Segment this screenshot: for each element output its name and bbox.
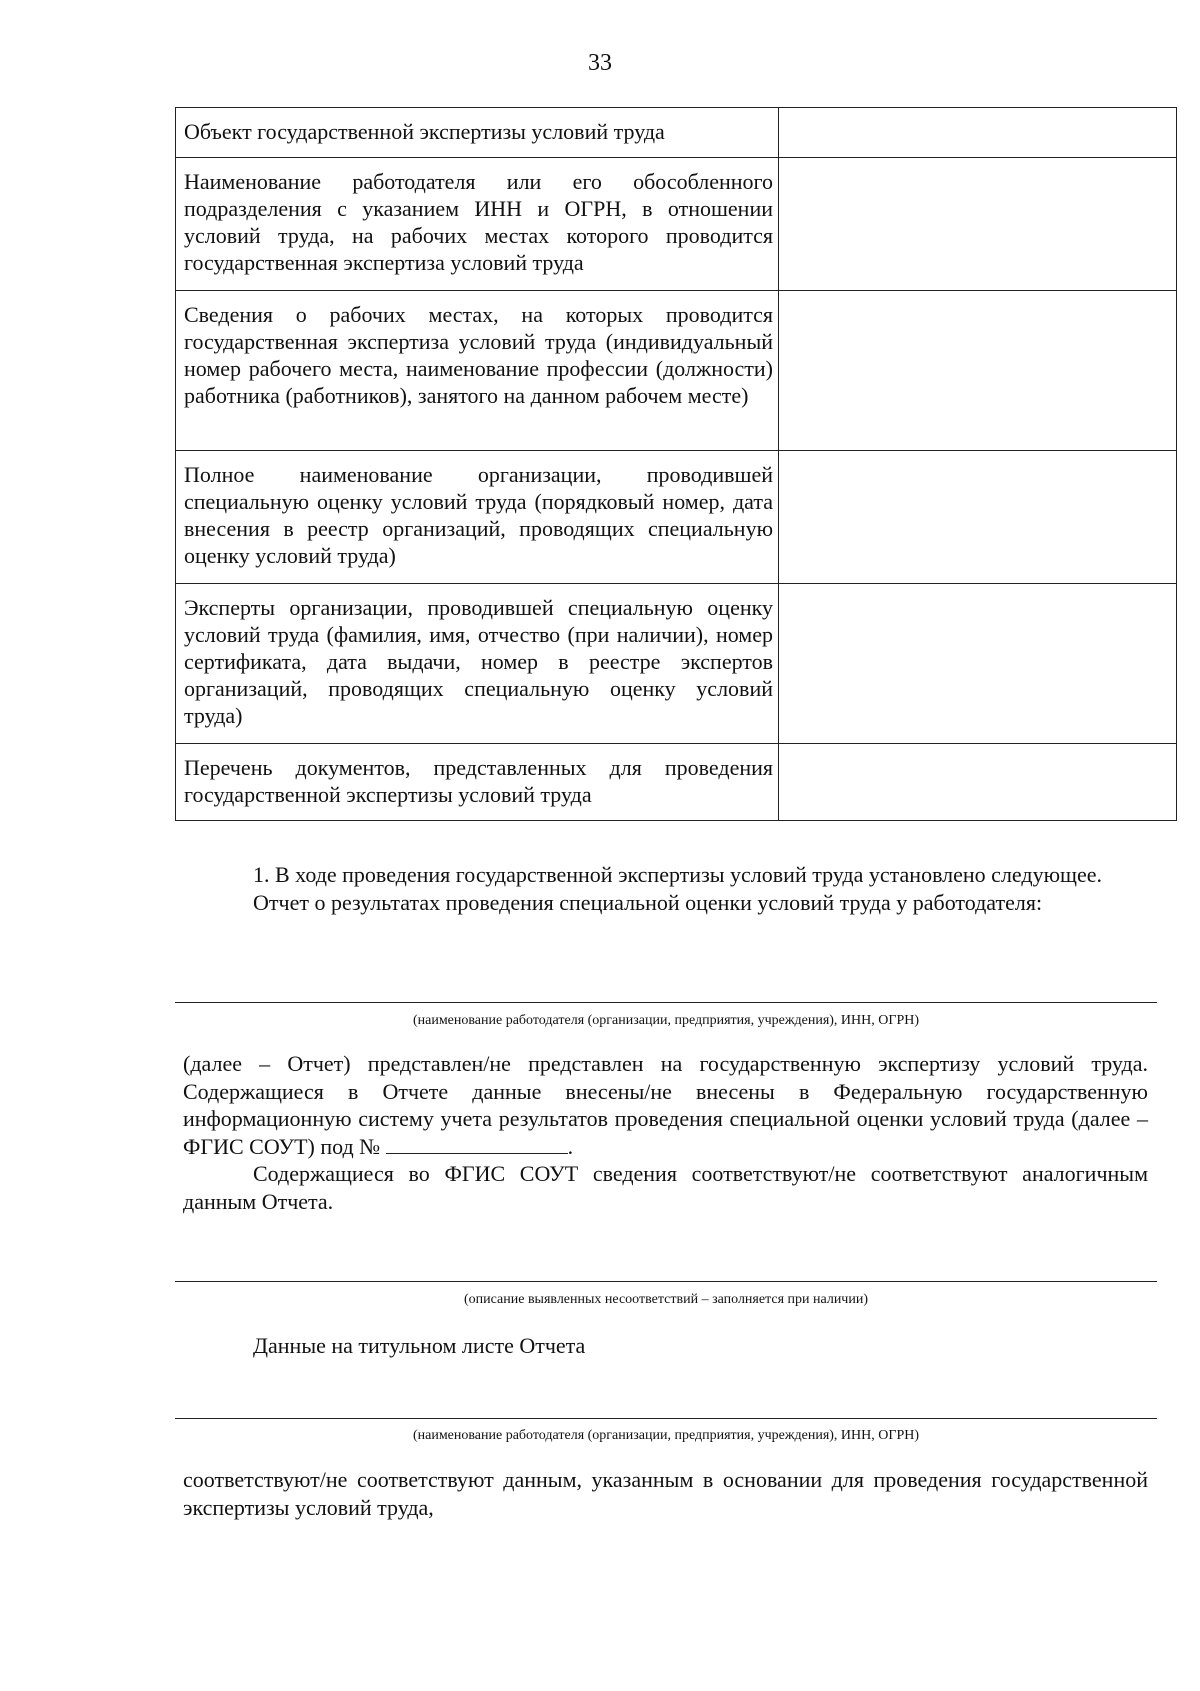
table-row xyxy=(176,291,1177,451)
table-row xyxy=(176,584,1177,744)
row-value-experts[interactable] xyxy=(779,584,1177,744)
table-row xyxy=(176,744,1177,821)
page-number: 33 xyxy=(588,50,612,76)
table-row xyxy=(176,108,1177,158)
employer-fill-line[interactable] xyxy=(175,1002,1157,1003)
title-page-heading: Данные на титульном листе Отчета xyxy=(253,1333,586,1358)
section-1 xyxy=(183,861,1148,916)
row-label-employer: Наименование работодателя или его обособленного подразделения с указанием ИНН и ОГРН, в отношении условий труда, на рабочих местах которого проводится государственная экспертиза условий труда xyxy=(176,158,779,291)
discrepancy-caption: (описание выявленных несоответствий – заполняется при наличии) xyxy=(464,1292,868,1307)
row-label-workplaces: Сведения о рабочих местах, на которых проводится государственная экспертиза условий труда (индивидуальный номер рабочего места, наименование профессии (должности) работника (работников), занятого на данном рабочем месте) xyxy=(176,291,779,451)
row-value-workplaces[interactable] xyxy=(779,291,1177,451)
row-label-documents: Перечень документов, представленных для проведения государственной экспертизы условий труда xyxy=(176,744,779,821)
fgis-correspondence-paragraph: Содержащиеся во ФГИС СОУТ сведения соответствуют/не соответствуют аналогичным данным Отчета. xyxy=(183,1161,1148,1214)
table-row xyxy=(176,451,1177,584)
report-status-end: . xyxy=(567,1133,574,1159)
fgis-number-field[interactable] xyxy=(386,1133,568,1154)
employer-caption: (наименование работодателя (организации, предприятия, учреждения), ИНН, ОГРН) xyxy=(412,1013,920,1028)
row-value-employer[interactable] xyxy=(779,158,1177,291)
section-1-intro: 1. В ходе проведения государственной экспертизы условий труда установлено следующее. xyxy=(253,862,1102,887)
row-label-object: Объект государственной экспертизы условий труда xyxy=(176,108,779,158)
title-employer-fill-line[interactable] xyxy=(175,1418,1157,1419)
row-value-object[interactable] xyxy=(779,108,1177,158)
row-label-organization: Полное наименование организации, проводившей специальную оценку условий труда (порядковый номер, дата внесения в реестр организаций, проводящих специальную оценку условий труда) xyxy=(176,451,779,584)
final-paragraph: соответствуют/не соответствуют данным, указанным в основании для проведения государственной экспертизы условий труда, xyxy=(183,1467,1148,1520)
report-status-block xyxy=(183,1050,1148,1215)
row-label-experts: Эксперты организации, проводившей специальную оценку условий труда (фамилия, имя, отчество (при наличии), номер сертификата, дата выдачи, номер в реестре экспертов организаций, проводящих специальную оценку условий труда) xyxy=(176,584,779,744)
report-status-paragraph xyxy=(183,1050,1148,1160)
expertise-form-table xyxy=(175,107,1177,821)
row-value-documents[interactable] xyxy=(779,744,1177,821)
table-row xyxy=(176,158,1177,291)
row-value-organization[interactable] xyxy=(779,451,1177,584)
title-employer-caption: (наименование работодателя (организации, предприятия, учреждения), ИНН, ОГРН) xyxy=(412,1428,920,1443)
report-employer-lead: Отчет о результатах проведения специальной оценки условий труда у работодателя: xyxy=(253,889,1043,915)
discrepancy-fill-line[interactable] xyxy=(175,1281,1157,1282)
report-status-text: (далее – Отчет) представлен/не представлен на государственную экспертизу условий труда. Содержащиеся в Отчете данные внесены/не внесены в Федеральную государственную информационную систему учета результатов проведения специальной оценки условий труда (далее – ФГИС СОУТ) под № xyxy=(183,1051,1148,1159)
